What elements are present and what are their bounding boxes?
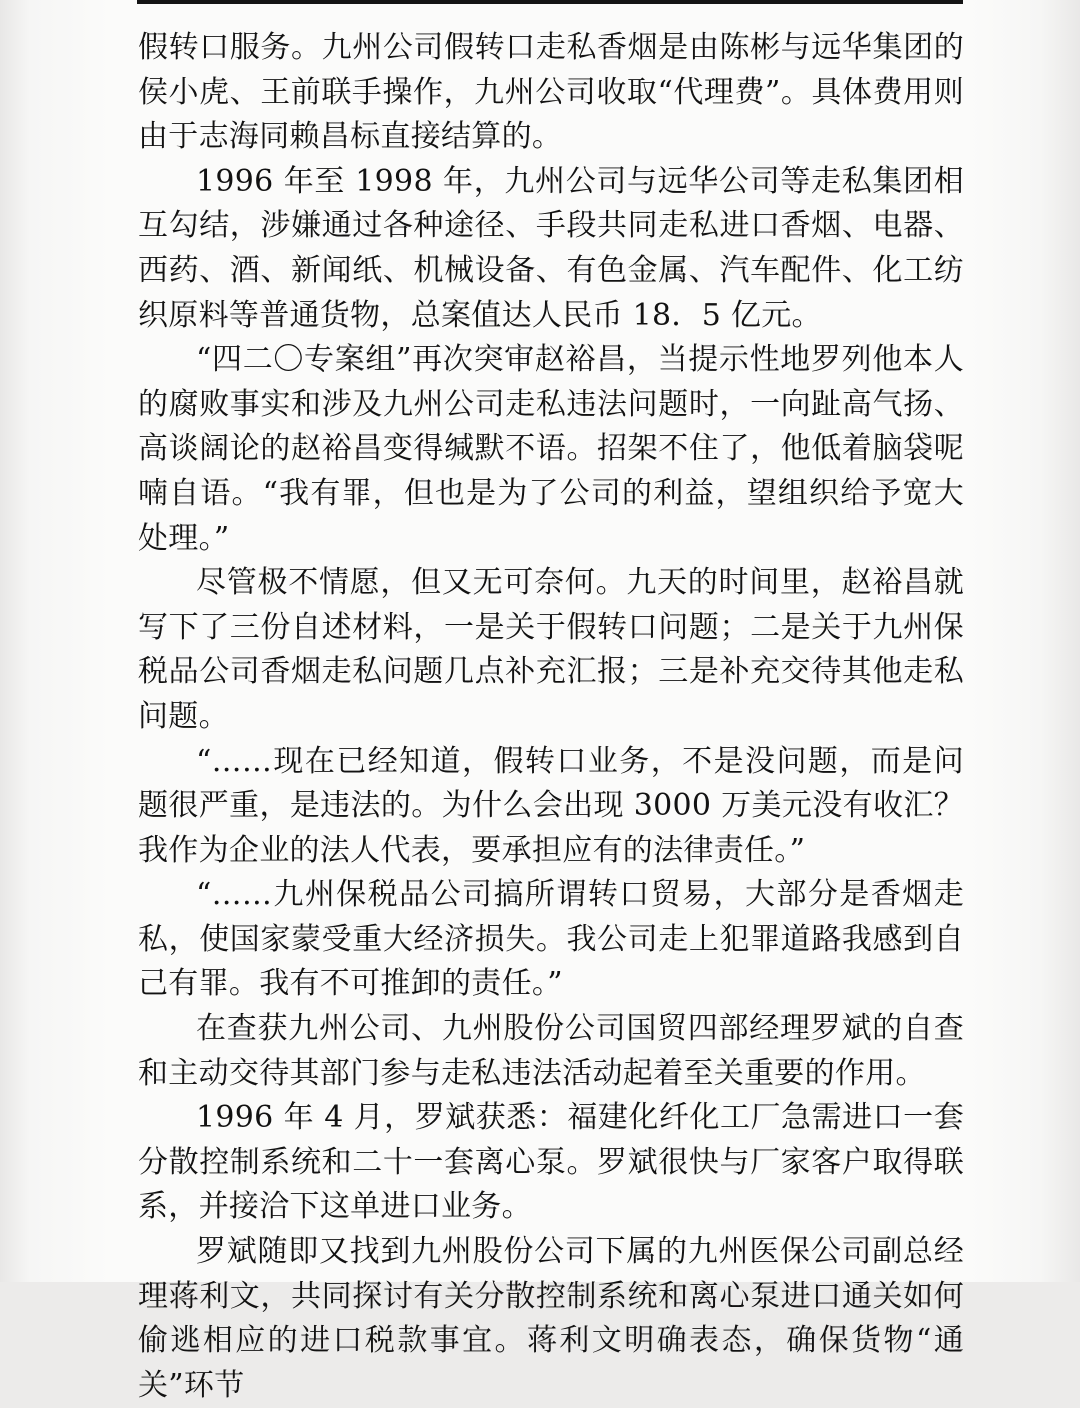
paragraph: “四二〇专案组”再次突审赵裕昌，当提示性地罗列他本人的腐败事实和涉及九州公司走私违法问题时，一向趾高气扬、高谈阔论的赵裕昌变得缄默不语。招架不住了，他低着脑袋呢喃自语。“我有罪，但也是为了公司的利益，望组织给予宽大处理。”	[138, 342, 964, 556]
paragraph: 1996 年至 1998 年，九州公司与远华公司等走私集团相互勾结，涉嫌通过各种途径、手段共同走私进口香烟、电器、西药、酒、新闻纸、机械设备、有色金属、汽车配件、化工纺织原料等普通货物，总案值达人民币 18．5 亿元。	[138, 163, 964, 333]
paragraph: “……九州保税品公司搞所谓转口贸易，大部分是香烟走私，使国家蒙受重大经济损失。我公司走上犯罪道路我感到自己有罪。我有不可推卸的责任。”	[138, 877, 964, 1002]
paragraph: “……现在已经知道，假转口业务，不是没问题，而是问题很严重，是违法的。为什么会出现 3000 万美元没有收汇？我作为企业的法人代表，要承担应有的法律责任。”	[138, 743, 964, 868]
paragraph: 尽管极不情愿，但又无可奈何。九天的时间里，赵裕昌就写下了三份自述材料，一是关于假转口问题；二是关于九州保税品公司香烟走私问题几点补充汇报；三是补充交待其他走私问题。	[138, 565, 964, 734]
header-rule	[137, 0, 963, 4]
paragraph: 1996 年 4 月，罗斌获悉：福建化纤化工厂急需进口一套分散控制系统和二十一套离心泵。罗斌很快与厂家客户取得联系，并接洽下这单进口业务。	[138, 1100, 964, 1225]
body-text	[138, 26, 964, 1408]
paragraph: 罗斌随即又找到九州股份公司下属的九州医保公司副总经理蒋利文，共同探讨有关分散控制系统和离心泵进口通关如何偷逃相应的进口税款事宜。蒋利文明确表态，确保货物“通关”环节	[138, 1234, 964, 1403]
paragraph-continued: 假转口服务。九州公司假转口走私香烟是由陈彬与远华集团的侯小虎、王前联手操作，九州公司收取“代理费”。具体费用则由于志海同赖昌标直接结算的。	[138, 30, 964, 155]
paragraph: 在查获九州公司、九州股份公司国贸四部经理罗斌的自查和主动交待其部门参与走私违法活动起着至关重要的作用。	[138, 1011, 964, 1091]
